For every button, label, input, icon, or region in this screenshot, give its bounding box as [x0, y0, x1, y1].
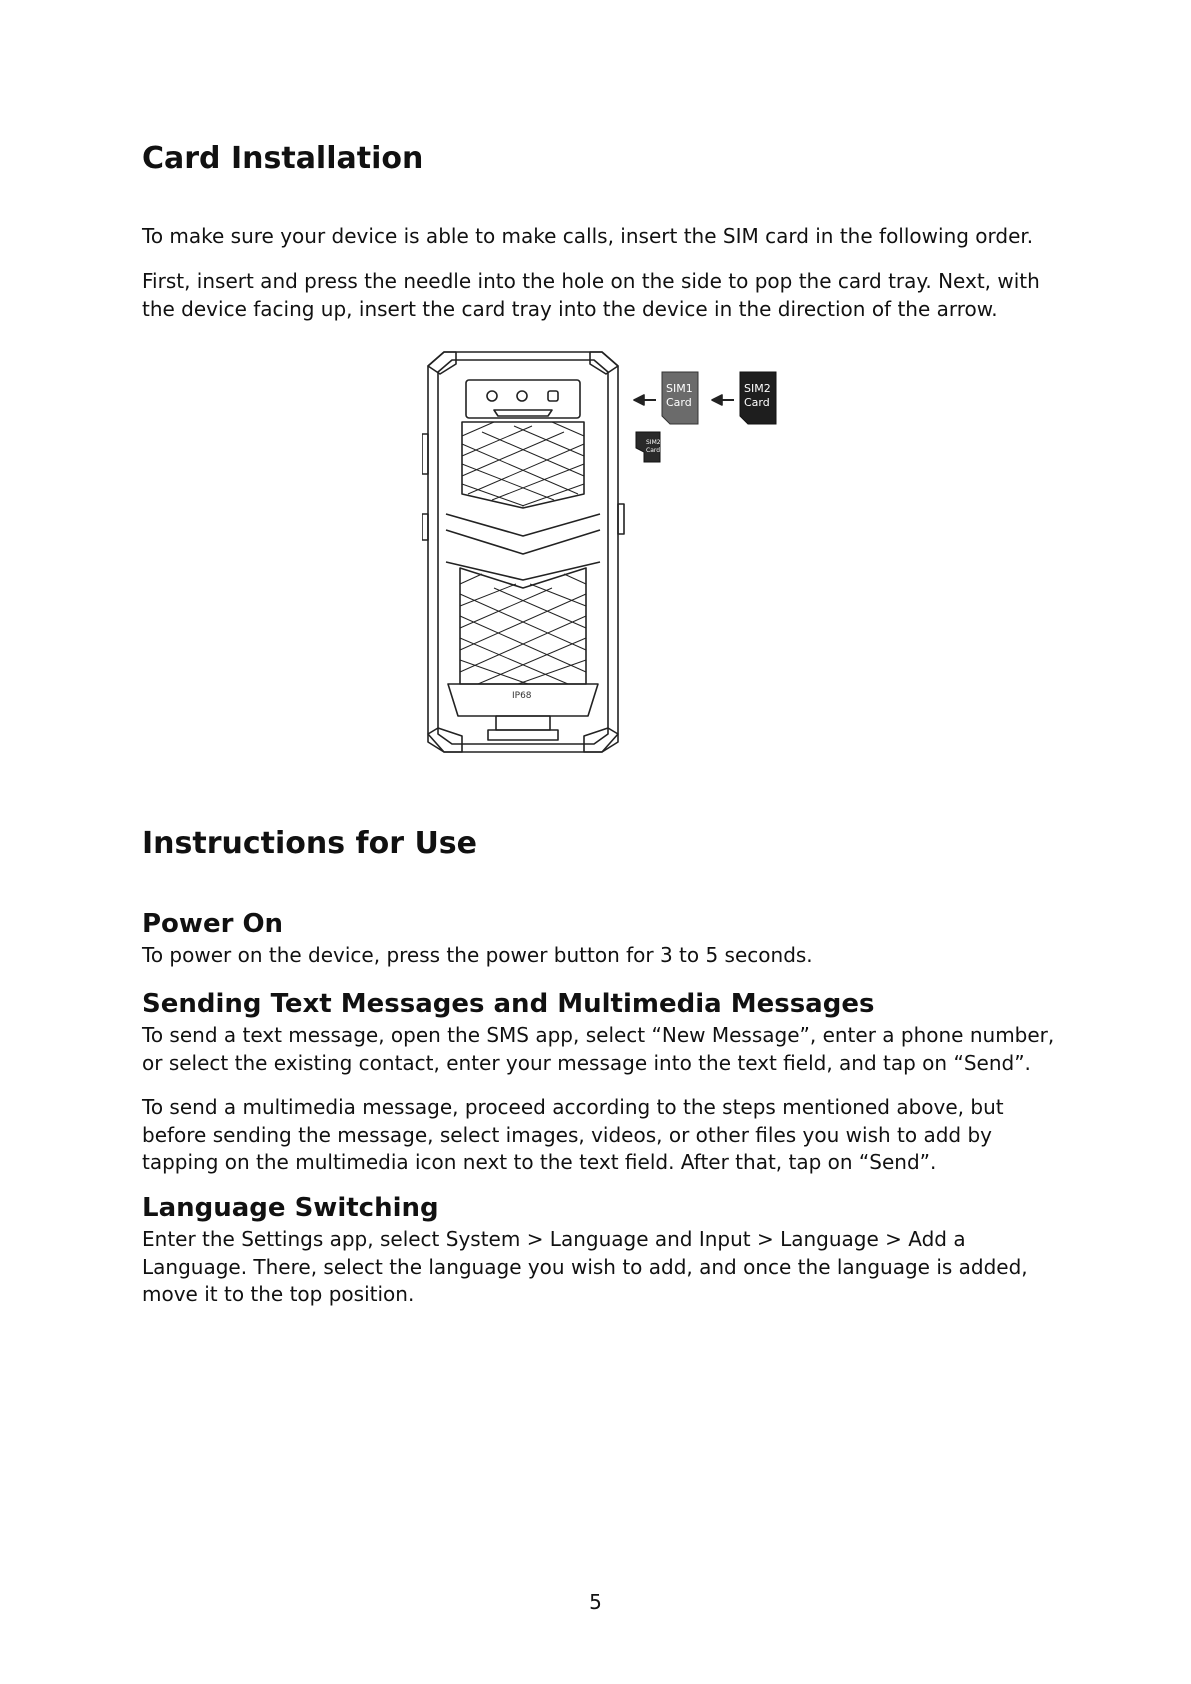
- language-text: Enter the Settings app, select System > Language and Input > Language > Add a Language. There, select the language you wish to add, and once the language is added, move it to the top position.: [142, 1227, 1028, 1306]
- messages-text-1: To send a text message, open the SMS app, select “New Message”, enter a phone number, or select the existing contact, enter your message into the text field, and tap on “Send”.: [142, 1023, 1055, 1075]
- sim2-label-1: SIM2: [744, 382, 771, 395]
- sim1-label-2: Card: [666, 396, 692, 409]
- sim1-label-1: SIM1: [666, 382, 693, 395]
- sim2-label-2: Card: [744, 396, 770, 409]
- ip-rating-label: IP68: [512, 691, 532, 701]
- section-title-instructions: Instructions for Use: [142, 826, 478, 861]
- messages-text-2: To send a multimedia message, proceed according to the steps mentioned above, but before sending the message, select images, videos, or other files you wish to add by tapping on the multimedia icon next to the text field. After that, tap on “Send”.: [142, 1095, 1004, 1174]
- heading-power-on: Power On: [142, 909, 284, 939]
- camera-module: [466, 380, 580, 418]
- sim-card-installation-figure: [422, 344, 782, 754]
- page: [142, 0, 1072, 1684]
- page-number: 5: [589, 1590, 602, 1614]
- sd-label-1: SIM2: [646, 439, 661, 446]
- section-title-card-installation: Card Installation: [142, 141, 424, 176]
- sd-label-2: Card: [646, 447, 661, 454]
- heading-messages: Sending Text Messages and Multimedia Messages: [142, 989, 875, 1019]
- heading-language-switching: Language Switching: [142, 1193, 439, 1223]
- card-paragraph-1: To make sure your device is able to make calls, insert the SIM card in the following order.: [142, 224, 1034, 248]
- card-paragraph-2: First, insert and press the needle into the hole on the side to pop the card tray. Next, with the device facing up, insert the card tray into the device in the direction of the arrow.: [142, 269, 1040, 321]
- upper-texture-panel: [462, 422, 584, 508]
- power-on-text: To power on the device, press the power button for 3 to 5 seconds.: [142, 943, 813, 967]
